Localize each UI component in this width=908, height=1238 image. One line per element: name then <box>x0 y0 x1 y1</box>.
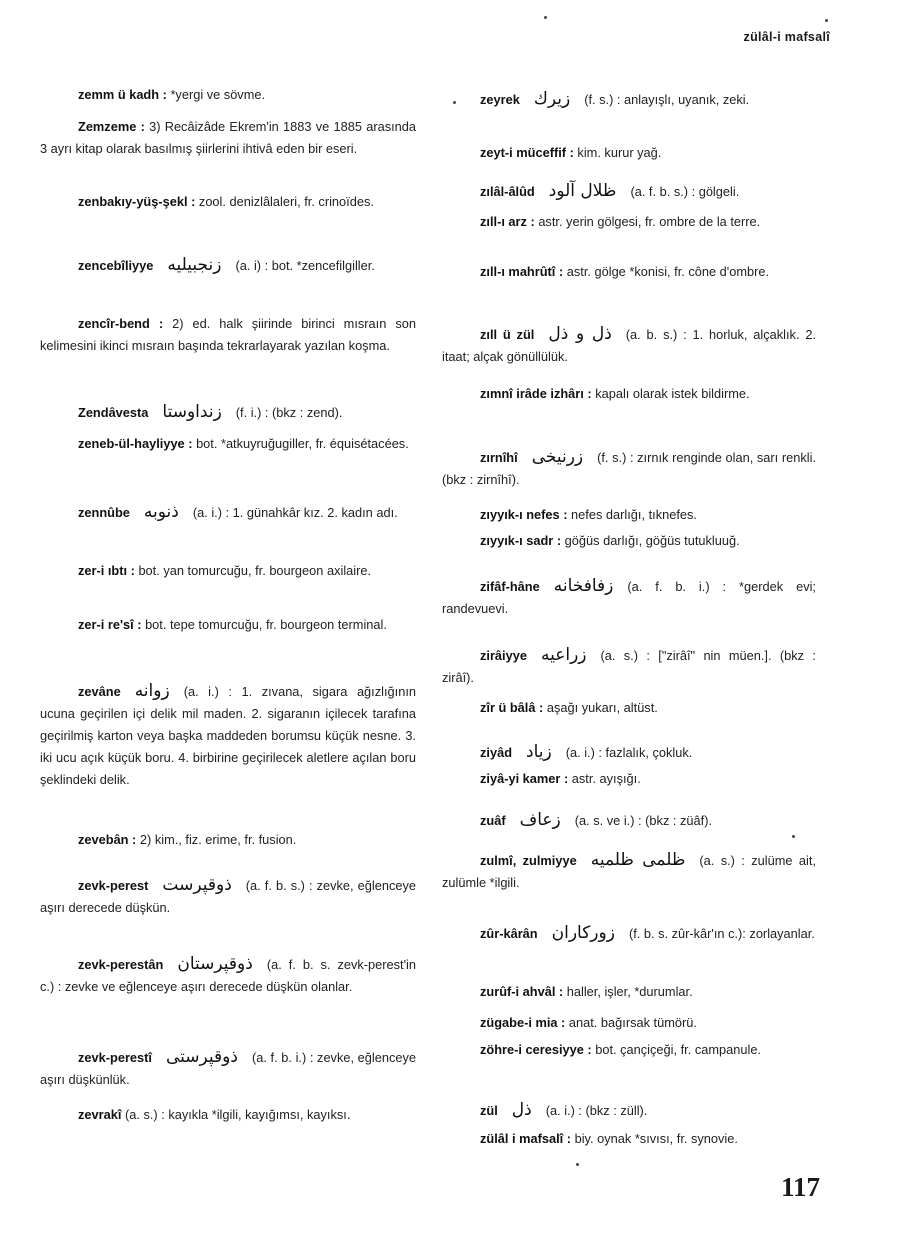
entry <box>442 446 816 491</box>
entry-text: (f. b. s. zûr-kâr'ın c.): zorlayanlar. <box>628 926 815 941</box>
headword: zıll ü zül <box>480 327 535 342</box>
entry <box>442 530 816 552</box>
entry-text: (a. i) : bot. *zencefilgiller. <box>235 258 375 273</box>
entry <box>442 88 816 111</box>
entry <box>442 383 816 405</box>
entry-text: bot. *atkuyruğugiller, fr. équisétacées. <box>196 436 409 451</box>
arabic-script: زراعيه <box>540 645 587 665</box>
entry <box>40 560 416 582</box>
arabic-script: زياد <box>526 742 552 762</box>
print-speck <box>576 1163 579 1166</box>
headword: zöhre-i ceresiyye : <box>480 1042 592 1057</box>
headword: zevrakî <box>78 1107 122 1122</box>
headword: zifâf-hâne <box>480 579 540 594</box>
entry <box>40 116 416 160</box>
entry <box>442 768 816 790</box>
entry-text: (a. s.) : zulüme ait, zulümle *ilgili. <box>442 853 816 890</box>
entry-text: göğüs darlığı, göğüs tutukluuğ. <box>564 533 740 548</box>
headword: zevk-perest <box>78 878 149 893</box>
headword: zurûf-i ahvâl : <box>480 984 564 999</box>
entry-text: biy. oynak *sıvısı, fr. synovie. <box>574 1131 738 1146</box>
headword: zevk-perestân <box>78 957 164 972</box>
arabic-script: زفافخانه <box>553 576 614 596</box>
print-speck <box>825 19 828 22</box>
entry <box>40 191 416 213</box>
headword: Zendâvesta <box>78 405 149 420</box>
entry-text: aşağı yukarı, altüst. <box>546 700 658 715</box>
headword: zevebân : <box>78 832 137 847</box>
arabic-script: زنجبيليه <box>167 255 222 275</box>
headword: zer-i re'sî : <box>78 617 142 632</box>
headword: Zemzeme : <box>78 119 145 134</box>
entry <box>442 504 816 526</box>
print-speck <box>453 101 456 104</box>
arabic-script: ذوقپرستان <box>177 954 253 974</box>
headword: zügabe-i mia : <box>480 1015 566 1030</box>
arabic-script: زنداوستا <box>162 402 222 422</box>
entry <box>442 741 816 764</box>
headword: zirâiyye <box>480 648 527 663</box>
entry-text: anat. bağırsak tümörü. <box>568 1015 697 1030</box>
entry <box>40 614 416 636</box>
entry <box>442 697 816 719</box>
entry <box>442 1099 816 1122</box>
entry <box>40 1104 416 1126</box>
headword: zer-i ıbtı : <box>78 563 135 578</box>
headword: zımnî irâde izhârı : <box>480 386 592 401</box>
entry <box>40 501 416 524</box>
entry <box>40 401 416 424</box>
headword: zılâl-âlûd <box>480 184 535 199</box>
headword: zeyt-i müceffif : <box>480 145 574 160</box>
arabic-script: زعاف <box>519 810 561 830</box>
entry-text: (a. b. s.) : 1. horluk, alçaklık. 2. itaat; alçak gönüllülük. <box>442 327 817 364</box>
entry <box>442 1128 816 1150</box>
entry <box>442 644 816 689</box>
entry-text: (a. i.) : 1. günahkâr kız. 2. kadın adı. <box>192 505 398 520</box>
arabic-script: ذوقپرست <box>162 875 232 895</box>
entry-text: (a. i.) : (bkz : züll). <box>545 1103 648 1118</box>
entry <box>442 1012 816 1034</box>
entry <box>40 829 416 851</box>
arabic-script: زيرك <box>533 89 571 109</box>
entry-text: (a. f. b. s. zevk-perest'in c.) : zevke ve eğlenceye aşırı derecede düşkün olanlar. <box>40 957 416 994</box>
entry <box>442 180 816 203</box>
entry <box>442 211 816 233</box>
entry-text: (a. f. b. i.) : zevke, eğlenceye aşırı düşkünlük. <box>40 1050 416 1087</box>
entry-text: bot. yan tomurcuğu, fr. bourgeon axilaire. <box>138 563 372 578</box>
headword: zulmî, zulmiyye <box>480 853 577 868</box>
headword: zülâl i mafsalî : <box>480 1131 572 1146</box>
headword: ziyâ-yi kamer : <box>480 771 569 786</box>
entry-text: astr. yerin gölgesi, fr. ombre de la terre. <box>538 214 761 229</box>
arabic-script: ذنوبه <box>143 502 179 522</box>
entry <box>442 809 816 832</box>
entry-text: (f. i.) : (bkz : zend). <box>235 405 343 420</box>
headword: zıll-ı mahrûtî : <box>480 264 564 279</box>
arabic-script: ظلمى ظلميه <box>590 850 686 870</box>
entry-text: (a. f. b. s.) : zevke, eğlenceye aşırı derecede düşkün. <box>40 878 416 915</box>
entry <box>40 953 416 998</box>
print-speck <box>792 835 795 838</box>
headword: zül <box>480 1103 498 1118</box>
entry-text: astr. gölge *konisi, fr. cône d'ombre. <box>566 264 770 279</box>
entry-text: (a. s. ve i.) : (bkz : züâf). <box>574 813 713 828</box>
entry-text: bot. tepe tomurcuğu, fr. bourgeon terminal. <box>145 617 387 632</box>
arabic-script: ذل و ذل <box>548 324 612 344</box>
headword: zûr-kârân <box>480 926 538 941</box>
entry <box>442 1039 816 1061</box>
entry <box>442 142 816 164</box>
entry-text: (a. i.) : fazlalık, çokluk. <box>565 745 693 760</box>
entry-text: (f. s.) : zırnık renginde olan, sarı renkli. (bkz : zirnîhî). <box>442 450 816 487</box>
headword: zevk-perestî <box>78 1050 152 1065</box>
entry-text: (a. i.) : 1. zıvana, sigara ağızlığının ucuna geçirilen içi delik mil maden. 2. sigaranın içilecek tarafına geçirilmiş karton veya başka maddeden borumsu küçük nesne. 3. iki ucu açık küçük boru. 4. birbirine geçirilecek aletlere açılan boru şeklindeki delik. <box>40 684 416 787</box>
arabic-script: ظلال آلود <box>548 181 617 201</box>
print-speck <box>544 16 547 19</box>
entry-text: nefes darlığı, tıknefes. <box>571 507 697 522</box>
entry-text: *yergi ve sövme. <box>170 87 266 102</box>
entry-text: (a. s.) : ["zirâî" nin müen.]. (bkz : zirâî). <box>442 648 816 685</box>
entry-text: haller, işler, *durumlar. <box>566 984 693 999</box>
arabic-script: ذوقپرستى <box>165 1047 238 1067</box>
headword: zıyyık-ı sadr : <box>480 533 562 548</box>
headword: zırnîhî <box>480 450 518 465</box>
entry <box>442 981 816 1003</box>
page-number: 117 <box>780 1172 820 1202</box>
headword: zeyrek <box>480 92 520 107</box>
headword: zencebîliyye <box>78 258 154 273</box>
entry-text: kim. kurur yağ. <box>577 145 662 160</box>
entry <box>40 874 416 919</box>
entry-text: 3) Recâizâde Ekrem'in 1883 ve 1885 arasında 3 ayrı kitap olarak basılmış şiirlerini ihtivâ eden bir eseri. <box>40 119 416 156</box>
entry <box>40 1046 416 1091</box>
entry <box>442 922 816 945</box>
entry-text: zool. denizlâlaleri, fr. crinoïdes. <box>198 194 374 209</box>
headword: zeneb-ül-hayliyye : <box>78 436 193 451</box>
entry <box>442 849 816 894</box>
entry <box>40 680 416 791</box>
arabic-script: ذل <box>511 1100 532 1120</box>
entry-text: kapalı olarak istek bildirme. <box>595 386 750 401</box>
entry-text: bot. çançiçeği, fr. campanule. <box>595 1042 761 1057</box>
entry <box>40 433 416 455</box>
entry <box>40 254 416 277</box>
entry-text: 2) kim., fiz. erime, fr. fusion. <box>139 832 297 847</box>
entry-text: (a. f. b. i.) : *gerdek evi; randevuevi. <box>442 579 816 616</box>
running-head: zülâl-i mafsalî <box>743 30 830 44</box>
entry <box>442 261 816 283</box>
entry <box>442 575 816 620</box>
entry-text: (a. s.) : kayıkla *ilgili, kayığımsı, kayıksı. <box>124 1107 351 1122</box>
headword: zîr ü bâlâ : <box>480 700 544 715</box>
entry-text: (a. f. b. s.) : gölgeli. <box>630 184 740 199</box>
headword: zıyyık-ı nefes : <box>480 507 568 522</box>
headword: zenbakıy-yüş-şekl : <box>78 194 196 209</box>
entry <box>442 323 816 368</box>
entry <box>40 84 416 106</box>
arabic-script: زرنيخى <box>531 447 584 467</box>
arabic-script: زوركاران <box>551 923 615 943</box>
headword: zencîr-bend : <box>78 316 164 331</box>
headword: zennûbe <box>78 505 130 520</box>
headword: zevâne <box>78 684 121 699</box>
headword: zıll-ı arz : <box>480 214 535 229</box>
entry <box>40 313 416 357</box>
headword: zuâf <box>480 813 506 828</box>
entry-text: 2) ed. halk şiirinde birinci mısraın son kelimesini ikinci mısraın başında tekrarlayarak yazılan koşma. <box>40 316 416 353</box>
headword: ziyâd <box>480 745 513 760</box>
entry-text: astr. ayışığı. <box>571 771 641 786</box>
headword: zemm ü kadh : <box>78 87 167 102</box>
arabic-script: زوانه <box>134 681 170 701</box>
entry-text: (f. s.) : anlayışlı, uyanık, zeki. <box>584 92 750 107</box>
